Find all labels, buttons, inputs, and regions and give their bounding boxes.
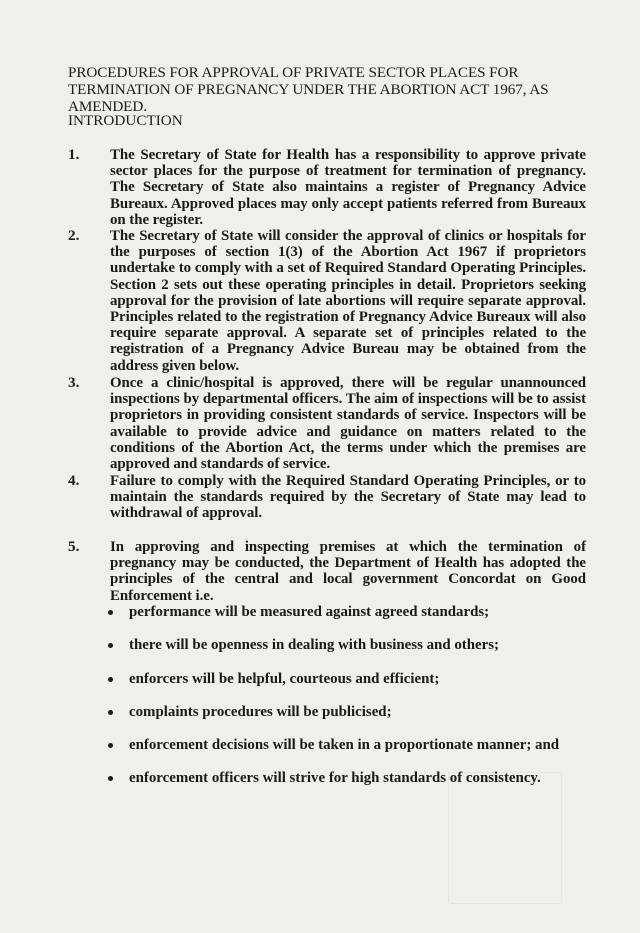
list-item: [106, 704, 586, 737]
paragraph-text: Failure to comply with the Required Standard Operating Principles, or to maintain the standards required by the Secretary of State may lead to withdrawal of approval.: [110, 473, 586, 522]
paragraph-number: 3.: [68, 374, 80, 391]
list-item-text: enforcement officers will strive for high standards of consistency.: [129, 770, 541, 787]
list-item: [106, 604, 586, 637]
paragraph-5: [68, 539, 586, 604]
list-item: [106, 737, 586, 770]
paragraph-number: 1.: [68, 146, 80, 163]
paragraph-4: [68, 473, 586, 522]
paragraph-text: The Secretary of State for Health has a responsibility to approve private sector places for the purpose of treatment for termination of pregnancy. The Secretary of State also maintains a register of Pregnancy Advice Bureaux. Approved places may only accept patients referred from Bureaux on the register.: [110, 147, 586, 228]
paragraph-1: [68, 147, 586, 228]
list-item-text: complaints procedures will be publicised;: [129, 703, 392, 720]
bullet-icon: [108, 710, 113, 715]
paragraph-number: 2.: [68, 227, 80, 244]
paragraph-text: In approving and inspecting premises at which the termination of pregnancy may be conducted, the Department of Health has adopted the principles of the central and local government Concordat on Good Enforcement i.e.: [110, 539, 586, 604]
paragraph-number: 4.: [68, 472, 80, 489]
section-title-introduction: INTRODUCTION: [68, 112, 183, 129]
paragraph-text: The Secretary of State will consider the approval of clinics or hospitals for the purposes of section 1(3) of the Abortion Act 1967 if proprietors undertake to comply with a set of Required Standard Operating Principles. Section 2 sets out these operating principles in detail. Proprietors seeking approval for the provision of late abortions will require separate approval. Principles related to the registration of Pregnancy Advice Bureaux will also require separate approval. A separate set of principles related to the registration of a Pregnancy Advice Bureau may be obtained from the address given below.: [110, 228, 586, 374]
document-heading: PROCEDURES FOR APPROVAL OF PRIVATE SECTOR PLACES FOR TERMINATION OF PREGNANCY UNDER THE ABORTION ACT 1967, AS AMENDED.: [68, 64, 549, 115]
paragraph-number: 5.: [68, 538, 80, 555]
list-item-text: there will be openness in dealing with business and others;: [129, 637, 499, 654]
bullet-icon: [108, 743, 113, 748]
list-item-text: enforcers will be helpful, courteous and efficient;: [129, 670, 440, 687]
bullet-icon: [108, 610, 113, 615]
list-item-text: performance will be measured against agreed standards;: [129, 604, 490, 620]
paragraph-2: [68, 228, 586, 374]
faint-show-through-mark: [448, 772, 562, 904]
list-item: [106, 637, 586, 670]
list-item: [106, 671, 586, 704]
list-item-text: enforcement decisions will be taken in a proportionate manner; and: [129, 737, 560, 754]
paragraph-3: [68, 375, 586, 472]
bullet-icon: [108, 776, 113, 781]
paragraph-text: Once a clinic/hospital is approved, there will be regular unannounced inspections by departmental officers. The aim of inspections will be to assist proprietors in providing consistent standards of service. Inspectors will be available to provide advice and guidance on matters related to the conditions of the Abortion Act, the terms under which the premises are approved and standards of service.: [110, 375, 586, 473]
bullet-icon: [108, 677, 113, 682]
bullet-icon: [108, 643, 113, 648]
